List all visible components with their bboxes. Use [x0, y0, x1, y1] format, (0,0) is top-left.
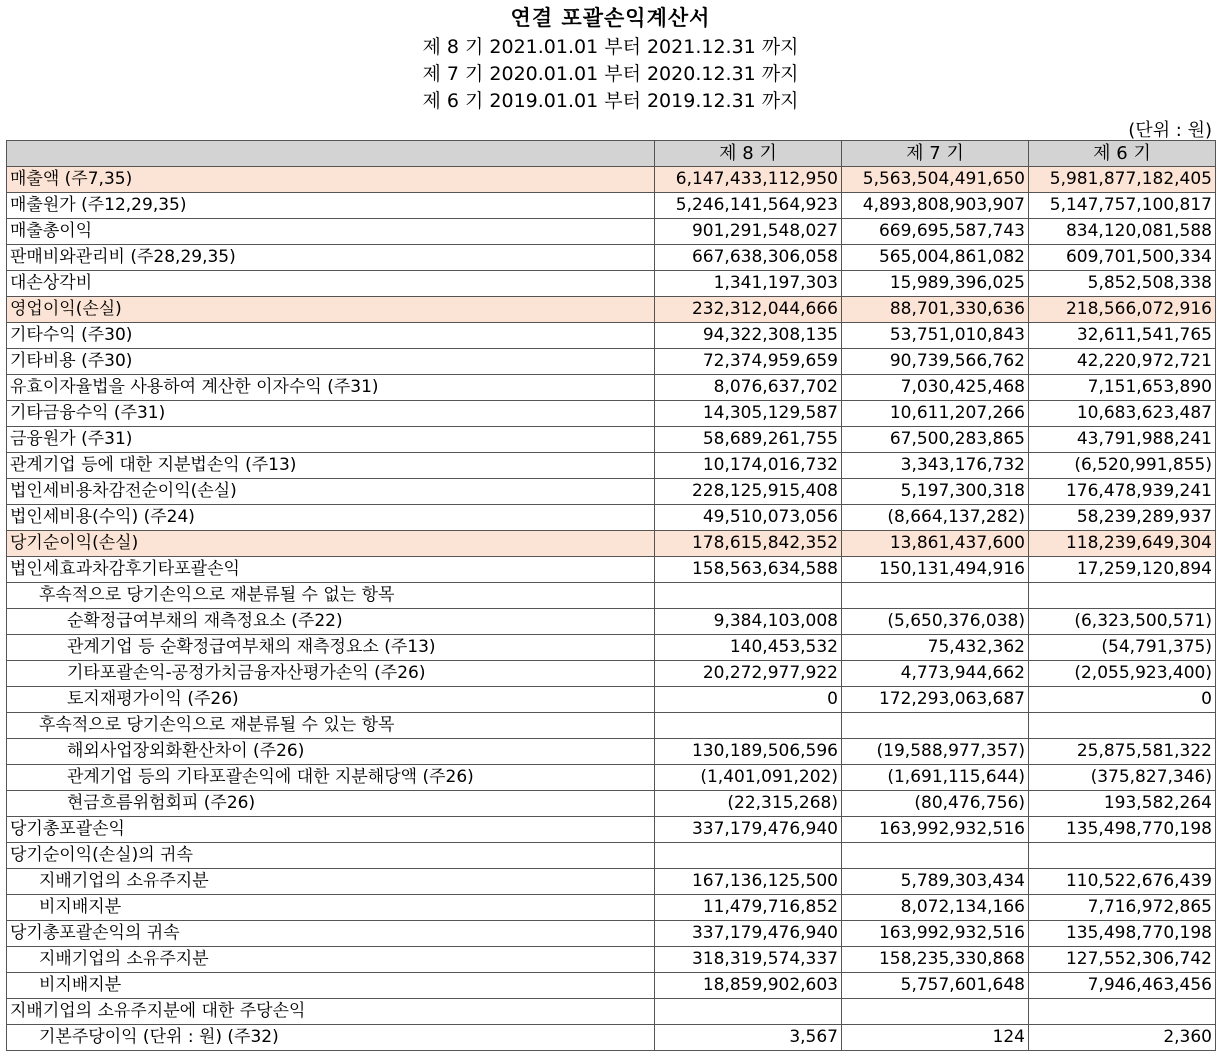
value-period-8	[655, 713, 842, 739]
table-row	[7, 791, 1216, 817]
value-period-8: 228,125,915,408	[655, 479, 842, 505]
value-period-7: 13,861,437,600	[842, 531, 1029, 557]
value-period-6: 32,611,541,765	[1029, 323, 1216, 349]
value-period-7: 88,701,330,636	[842, 297, 1029, 323]
value-period-8: (22,315,268)	[655, 791, 842, 817]
value-period-8: 901,291,548,027	[655, 219, 842, 245]
row-label: 지배기업의 소유주지분에 대한 주당손익	[7, 999, 655, 1025]
value-period-8: 72,374,959,659	[655, 349, 842, 375]
table-row	[7, 297, 1216, 323]
column-header-period-6: 제 6 기	[1029, 141, 1216, 167]
value-period-8: 337,179,476,940	[655, 921, 842, 947]
value-period-8: 18,859,902,603	[655, 973, 842, 999]
table-row	[7, 713, 1216, 739]
value-period-7: 150,131,494,916	[842, 557, 1029, 583]
value-period-8: 232,312,044,666	[655, 297, 842, 323]
table-row	[7, 999, 1216, 1025]
value-period-6: 2,360	[1029, 1025, 1216, 1051]
value-period-8: 20,272,977,922	[655, 661, 842, 687]
value-period-8: 6,147,433,112,950	[655, 167, 842, 193]
value-period-7: (80,476,756)	[842, 791, 1029, 817]
row-label: 법인세비용(수익) (주24)	[7, 505, 655, 531]
value-period-6: 193,582,264	[1029, 791, 1216, 817]
table-row	[7, 843, 1216, 869]
value-period-8: 49,510,073,056	[655, 505, 842, 531]
value-period-8: 1,341,197,303	[655, 271, 842, 297]
value-period-7: 5,563,504,491,650	[842, 167, 1029, 193]
row-label: 후속적으로 당기손익으로 재분류될 수 있는 항목	[7, 713, 655, 739]
value-period-7: 5,757,601,648	[842, 973, 1029, 999]
value-period-6: 5,147,757,100,817	[1029, 193, 1216, 219]
table-row	[7, 271, 1216, 297]
row-label: 법인세비용차감전순이익(손실)	[7, 479, 655, 505]
value-period-6	[1029, 713, 1216, 739]
table-row	[7, 453, 1216, 479]
table-row	[7, 609, 1216, 635]
column-header-period-8: 제 8 기	[655, 141, 842, 167]
table-row	[7, 479, 1216, 505]
table-row	[7, 921, 1216, 947]
value-period-6: (6,520,991,855)	[1029, 453, 1216, 479]
value-period-7: 3,343,176,732	[842, 453, 1029, 479]
value-period-8: 10,174,016,732	[655, 453, 842, 479]
value-period-7: (19,588,977,357)	[842, 739, 1029, 765]
row-label: 비지배지분	[7, 895, 655, 921]
row-label: 토지재평가이익 (주26)	[7, 687, 655, 713]
value-period-8	[655, 999, 842, 1025]
value-period-6	[1029, 583, 1216, 609]
table-row	[7, 557, 1216, 583]
value-period-8: 318,319,574,337	[655, 947, 842, 973]
table-row	[7, 817, 1216, 843]
value-period-8: 11,479,716,852	[655, 895, 842, 921]
row-label: 당기순이익(손실)	[7, 531, 655, 557]
table-row	[7, 687, 1216, 713]
value-period-6: 58,239,289,937	[1029, 505, 1216, 531]
row-label: 관계기업 등 순확정급여부채의 재측정요소 (주13)	[7, 635, 655, 661]
row-label: 매출액 (주7,35)	[7, 167, 655, 193]
table-row	[7, 531, 1216, 557]
value-period-7: 53,751,010,843	[842, 323, 1029, 349]
row-label: 판매비와관리비 (주28,29,35)	[7, 245, 655, 271]
column-header-period-7: 제 7 기	[842, 141, 1029, 167]
table-row	[7, 349, 1216, 375]
row-label: 후속적으로 당기손익으로 재분류될 수 없는 항목	[7, 583, 655, 609]
table-header-row	[7, 141, 1216, 167]
table-row	[7, 635, 1216, 661]
row-label: 현금흐름위험회피 (주26)	[7, 791, 655, 817]
table-row	[7, 427, 1216, 453]
value-period-7: 4,893,808,903,907	[842, 193, 1029, 219]
row-label: 순확정급여부채의 재측정요소 (주22)	[7, 609, 655, 635]
value-period-8: 8,076,637,702	[655, 375, 842, 401]
value-period-7: 8,072,134,166	[842, 895, 1029, 921]
value-period-7: 15,989,396,025	[842, 271, 1029, 297]
value-period-7: 163,992,932,516	[842, 921, 1029, 947]
table-row	[7, 1025, 1216, 1051]
value-period-7: 5,197,300,318	[842, 479, 1029, 505]
row-label: 관계기업 등에 대한 지분법손익 (주13)	[7, 453, 655, 479]
row-label: 기타수익 (주30)	[7, 323, 655, 349]
table-row	[7, 401, 1216, 427]
row-label: 유효이자율법을 사용하여 계산한 이자수익 (주31)	[7, 375, 655, 401]
table-row	[7, 869, 1216, 895]
period-line-8: 제 8 기 2021.01.01 부터 2021.12.31 까지	[422, 36, 799, 58]
value-period-7	[842, 713, 1029, 739]
row-label: 매출총이익	[7, 219, 655, 245]
value-period-6: 110,522,676,439	[1029, 869, 1216, 895]
value-period-7: (5,650,376,038)	[842, 609, 1029, 635]
value-period-8: 58,689,261,755	[655, 427, 842, 453]
value-period-6: 135,498,770,198	[1029, 817, 1216, 843]
column-header-account	[7, 141, 655, 167]
value-period-6: (375,827,346)	[1029, 765, 1216, 791]
value-period-6: 10,683,623,487	[1029, 401, 1216, 427]
row-label: 법인세효과차감후기타포괄손익	[7, 557, 655, 583]
value-period-8: 14,305,129,587	[655, 401, 842, 427]
table-row	[7, 219, 1216, 245]
row-label: 당기순이익(손실)의 귀속	[7, 843, 655, 869]
period-line-6: 제 6 기 2019.01.01 부터 2019.12.31 까지	[422, 90, 799, 112]
value-period-8: 667,638,306,058	[655, 245, 842, 271]
value-period-6	[1029, 843, 1216, 869]
value-period-7: 75,432,362	[842, 635, 1029, 661]
table-row	[7, 167, 1216, 193]
value-period-6: 118,239,649,304	[1029, 531, 1216, 557]
value-period-6: 135,498,770,198	[1029, 921, 1216, 947]
table-row	[7, 765, 1216, 791]
value-period-6: 5,852,508,338	[1029, 271, 1216, 297]
value-period-7: 4,773,944,662	[842, 661, 1029, 687]
value-period-8: 5,246,141,564,923	[655, 193, 842, 219]
value-period-7: 5,789,303,434	[842, 869, 1029, 895]
row-label: 매출원가 (주12,29,35)	[7, 193, 655, 219]
row-label: 지배기업의 소유주지분	[7, 947, 655, 973]
value-period-6: (54,791,375)	[1029, 635, 1216, 661]
table-row	[7, 193, 1216, 219]
value-period-7: 669,695,587,743	[842, 219, 1029, 245]
value-period-7: 172,293,063,687	[842, 687, 1029, 713]
table-row	[7, 895, 1216, 921]
value-period-6: 609,701,500,334	[1029, 245, 1216, 271]
unit-label: (단위 : 원)	[1128, 120, 1212, 141]
value-period-6: 7,946,463,456	[1029, 973, 1216, 999]
page-title: 연결 포괄손익계산서	[510, 6, 711, 30]
value-period-6: 5,981,877,182,405	[1029, 167, 1216, 193]
value-period-7: (1,691,115,644)	[842, 765, 1029, 791]
value-period-8: (1,401,091,202)	[655, 765, 842, 791]
value-period-6: 7,151,653,890	[1029, 375, 1216, 401]
value-period-8: 158,563,634,588	[655, 557, 842, 583]
value-period-7	[842, 843, 1029, 869]
value-period-6	[1029, 999, 1216, 1025]
table-row	[7, 973, 1216, 999]
table-row	[7, 583, 1216, 609]
period-line-7: 제 7 기 2020.01.01 부터 2020.12.31 까지	[422, 63, 799, 85]
value-period-8: 94,322,308,135	[655, 323, 842, 349]
row-label: 당기총포괄손익의 귀속	[7, 921, 655, 947]
value-period-7: 90,739,566,762	[842, 349, 1029, 375]
row-label: 관계기업 등의 기타포괄손익에 대한 지분해당액 (주26)	[7, 765, 655, 791]
table-row	[7, 245, 1216, 271]
value-period-7: 158,235,330,868	[842, 947, 1029, 973]
value-period-7: 67,500,283,865	[842, 427, 1029, 453]
row-label: 지배기업의 소유주지분	[7, 869, 655, 895]
value-period-8: 3,567	[655, 1025, 842, 1051]
table-row	[7, 947, 1216, 973]
value-period-6: 43,791,988,241	[1029, 427, 1216, 453]
table-row	[7, 739, 1216, 765]
value-period-8: 140,453,532	[655, 635, 842, 661]
value-period-8: 130,189,506,596	[655, 739, 842, 765]
table-row	[7, 375, 1216, 401]
value-period-8: 337,179,476,940	[655, 817, 842, 843]
value-period-8: 178,615,842,352	[655, 531, 842, 557]
table-row	[7, 505, 1216, 531]
value-period-6: 42,220,972,721	[1029, 349, 1216, 375]
value-period-7	[842, 583, 1029, 609]
value-period-7: (8,664,137,282)	[842, 505, 1029, 531]
row-label: 당기총포괄손익	[7, 817, 655, 843]
value-period-6: 218,566,072,916	[1029, 297, 1216, 323]
value-period-7: 124	[842, 1025, 1029, 1051]
value-period-7: 10,611,207,266	[842, 401, 1029, 427]
row-label: 대손상각비	[7, 271, 655, 297]
row-label: 해외사업장외화환산차이 (주26)	[7, 739, 655, 765]
row-label: 기타비용 (주30)	[7, 349, 655, 375]
value-period-6: 25,875,581,322	[1029, 739, 1216, 765]
value-period-6: (6,323,500,571)	[1029, 609, 1216, 635]
value-period-6: 127,552,306,742	[1029, 947, 1216, 973]
row-label: 기타포괄손익-공정가치금융자산평가손익 (주26)	[7, 661, 655, 687]
value-period-8: 0	[655, 687, 842, 713]
value-period-6: 7,716,972,865	[1029, 895, 1216, 921]
value-period-6: (2,055,923,400)	[1029, 661, 1216, 687]
value-period-6: 176,478,939,241	[1029, 479, 1216, 505]
value-period-8: 167,136,125,500	[655, 869, 842, 895]
value-period-7: 565,004,861,082	[842, 245, 1029, 271]
value-period-7: 163,992,932,516	[842, 817, 1029, 843]
value-period-8	[655, 843, 842, 869]
table-row	[7, 323, 1216, 349]
value-period-8	[655, 583, 842, 609]
row-label: 금융원가 (주31)	[7, 427, 655, 453]
row-label: 비지배지분	[7, 973, 655, 999]
row-label: 기본주당이익 (단위 : 원) (주32)	[7, 1025, 655, 1051]
value-period-8: 9,384,103,008	[655, 609, 842, 635]
value-period-7	[842, 999, 1029, 1025]
value-period-7: 7,030,425,468	[842, 375, 1029, 401]
income-statement-table	[6, 140, 1216, 1051]
value-period-6: 834,120,081,588	[1029, 219, 1216, 245]
row-label: 영업이익(손실)	[7, 297, 655, 323]
row-label: 기타금융수익 (주31)	[7, 401, 655, 427]
table-row	[7, 661, 1216, 687]
value-period-6: 17,259,120,894	[1029, 557, 1216, 583]
value-period-6: 0	[1029, 687, 1216, 713]
